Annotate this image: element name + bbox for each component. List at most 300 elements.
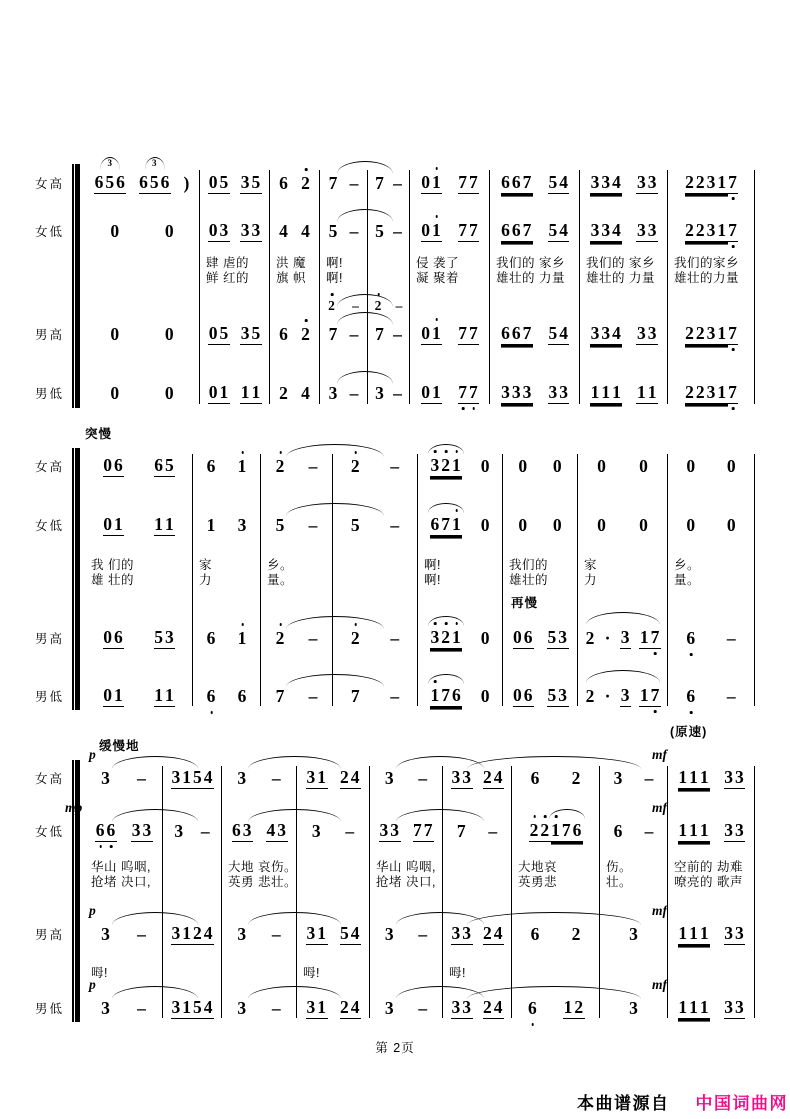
note-digit: 4 [203, 923, 214, 943]
lyric-cell [370, 858, 443, 904]
note-digit: – [349, 324, 360, 344]
note-digit: 1 [601, 382, 612, 402]
note-digit: 1 [678, 767, 689, 787]
note-digit: 7 [728, 323, 739, 343]
measure [512, 752, 600, 804]
note-token [379, 820, 401, 842]
notes-row-tenor [35, 298, 755, 366]
note-digit: 4 [301, 383, 311, 403]
note-digit: 0 [421, 382, 431, 402]
note-digit: 3 [636, 172, 647, 192]
measure [652, 800, 755, 858]
note-token [301, 324, 312, 344]
lyric-line: 家 [584, 558, 598, 572]
note-digit: 6 [501, 220, 511, 240]
note-token [208, 382, 230, 404]
octave-dot-high [354, 623, 357, 626]
voice-label-tenor: 男高 [35, 928, 65, 942]
note-digit: 2 [374, 298, 383, 313]
lyric-line: 华山 呜咽, [376, 860, 436, 874]
note-token [636, 220, 658, 242]
note-token [308, 456, 319, 476]
note-digit: – [393, 173, 403, 193]
note-digit: 7 [469, 323, 479, 343]
note-token [183, 173, 191, 193]
note-digit: 2 [350, 628, 361, 648]
note-token [548, 382, 570, 404]
note-digit: 0 [208, 172, 219, 192]
notes-row-bass [35, 668, 755, 724]
measure [333, 494, 418, 556]
note-digit: 0 [110, 324, 121, 344]
note-token [237, 998, 248, 1018]
note-token [390, 628, 401, 648]
note-token [418, 998, 429, 1018]
note-digit: 2 [301, 324, 312, 344]
note-token [458, 220, 480, 242]
note-token [306, 997, 328, 1019]
measure [85, 494, 193, 556]
note-digit: – [349, 173, 360, 193]
lyric-line: 抢堵 决口, [376, 875, 436, 889]
note-digit: 1 [114, 685, 124, 705]
note-token [726, 515, 737, 535]
note-token [350, 515, 361, 535]
note-digit: 1 [717, 382, 728, 402]
note-digit: 2 [441, 455, 452, 475]
note-digit: 5 [219, 323, 230, 343]
note-digit: 6 [95, 820, 106, 840]
measure [270, 366, 320, 420]
note-token [139, 158, 171, 194]
note-digit: 0 [103, 455, 113, 475]
lyric-cell [222, 964, 297, 986]
note-token [206, 515, 217, 535]
note-digit: 3 [101, 998, 111, 1018]
note-digit: 3 [590, 323, 601, 343]
note-token [308, 628, 319, 648]
note-token [340, 767, 362, 789]
note-token [604, 628, 612, 648]
note-digit: 1 [639, 627, 650, 647]
lyrics-row [85, 254, 755, 302]
note-digit: 7 [650, 685, 661, 705]
note-digit: 3 [451, 997, 462, 1017]
note-digit: 6 [686, 686, 697, 706]
note-digit: 6 [206, 628, 217, 648]
note-digit: 1 [452, 514, 463, 534]
note-digit: 3 [101, 768, 111, 788]
dynamic-mark: p [89, 747, 96, 762]
note-token [103, 455, 125, 477]
note-token [137, 998, 148, 1018]
note-digit: – [393, 221, 403, 241]
note-token [458, 172, 480, 194]
note-digit: 3 [734, 820, 745, 840]
note-token [480, 515, 491, 535]
note-digit: 5 [375, 221, 385, 241]
note-digit: – [137, 924, 147, 944]
octave-dot-high [445, 622, 448, 625]
note-digit: 1 [699, 923, 710, 943]
note-digit: 4 [559, 323, 569, 343]
note-digit: 6 [206, 686, 217, 706]
octave-dot-low [732, 348, 735, 351]
note-token [266, 820, 288, 842]
note-digit: 0 [208, 323, 219, 343]
note-digit: 2 [571, 924, 582, 944]
lyric-cell [163, 964, 222, 986]
measure [320, 158, 368, 208]
note-token [154, 685, 176, 707]
note-digit: 6 [279, 324, 289, 344]
octave-dot-high [445, 450, 448, 453]
note-digit: – [418, 998, 429, 1018]
measure [222, 752, 297, 804]
note-token [548, 172, 570, 194]
note-digit: 3 [706, 172, 717, 192]
note-token [301, 221, 312, 241]
note-token [131, 820, 153, 842]
measure [368, 158, 410, 208]
note-token [101, 998, 112, 1018]
note-digit: – [308, 456, 319, 476]
dynamic-mark: mp [65, 800, 83, 815]
note-token [547, 685, 569, 707]
note-token [206, 686, 217, 706]
lyric-line: 壮。 [606, 875, 633, 889]
note-token [352, 298, 361, 313]
note-digit: 3 [522, 382, 533, 402]
note-token [724, 820, 746, 842]
measure [490, 158, 580, 208]
note-digit: 3 [219, 220, 230, 240]
note-digit: 2 [193, 923, 203, 943]
note-token [678, 997, 710, 1019]
note-digit: – [390, 686, 401, 706]
note-digit: 3 [601, 172, 612, 192]
note-digit: 1 [206, 515, 217, 535]
measure [580, 208, 668, 254]
note-digit: 7 [458, 220, 468, 240]
lyric-cell [270, 254, 320, 302]
note-digit: 5 [219, 172, 230, 192]
note-token [613, 821, 624, 841]
note-token [237, 686, 248, 706]
note-token [552, 515, 563, 535]
note-digit: 3 [548, 382, 559, 402]
note-digit: 7 [441, 514, 451, 534]
note-token [375, 324, 386, 344]
note-token [501, 220, 533, 242]
note-digit: – [349, 383, 360, 403]
lyric-cell [193, 556, 261, 608]
note-digit: 5 [251, 172, 262, 192]
note-token [483, 767, 505, 789]
note-digit: 1 [219, 382, 230, 402]
note-digit: 2 [685, 220, 695, 240]
note-digit: 7 [728, 382, 739, 402]
octave-dot-low [210, 711, 213, 714]
measure [163, 904, 222, 964]
lyric-cell [333, 556, 418, 608]
dynamic-mark: mf [652, 903, 667, 918]
note-token [686, 515, 697, 535]
note-digit: – [395, 298, 404, 313]
system-brace-thin [72, 164, 74, 408]
note-digit: 0 [480, 456, 491, 476]
note-digit: 3 [724, 923, 734, 943]
note-digit: – [726, 628, 737, 648]
note-digit: 0 [110, 383, 121, 403]
note-digit: 6 [114, 455, 124, 475]
measure [368, 208, 410, 254]
note-digit: 1 [647, 382, 658, 402]
measure [85, 427, 193, 494]
note-digit: 4 [493, 767, 504, 787]
note-token [171, 767, 193, 789]
note-token [644, 821, 655, 841]
note-token [501, 172, 533, 194]
note-digit: 1 [452, 455, 463, 475]
lyric-line: 雄壮的 力量 [586, 271, 655, 285]
lyric-line: 呣! [91, 966, 108, 980]
note-digit: 3 [237, 998, 248, 1018]
measure [163, 986, 222, 1030]
credit-line [577, 1089, 788, 1114]
note-digit: – [137, 768, 147, 788]
note-digit: 3 [311, 821, 322, 841]
note-digit: 1 [240, 382, 251, 402]
octave-dot-high [305, 168, 308, 171]
note-digit: 4 [559, 172, 569, 192]
note-token [686, 628, 697, 648]
note-digit: 2 [695, 323, 706, 343]
note-token [430, 455, 462, 477]
measure [580, 302, 668, 366]
note-token [390, 515, 401, 535]
measure [443, 752, 512, 804]
lyric-cell [320, 254, 368, 302]
lyric-line: 呣! [449, 966, 466, 980]
measure [200, 366, 270, 420]
note-digit: 7 [728, 220, 739, 240]
note-token [301, 173, 312, 193]
note-token [279, 173, 290, 193]
system-3 [35, 725, 755, 1030]
voice-label-soprano: 女高 [35, 460, 65, 474]
voice-label-alto: 女低 [35, 225, 65, 239]
lyric-cell [222, 858, 297, 904]
lyric-cell [490, 254, 580, 302]
note-digit: 6 [430, 514, 441, 534]
note-digit: 0 [480, 628, 491, 648]
note-digit: 2 [540, 820, 551, 840]
note-digit: 0 [164, 221, 175, 241]
octave-dot-high [305, 319, 308, 322]
measure [193, 668, 261, 724]
note-digit: 0 [686, 456, 697, 476]
note-token [279, 324, 290, 344]
note-digit: 1 [590, 382, 601, 402]
lyric-line: 量。 [674, 573, 701, 587]
note-token [620, 685, 631, 707]
note-token [639, 515, 650, 535]
measure [368, 366, 410, 420]
note-digit: 5 [154, 627, 164, 647]
dynamic-mark: mf [652, 747, 667, 762]
lyric-cell [443, 964, 512, 986]
measure [85, 608, 193, 668]
note-digit: 7 [328, 173, 339, 193]
lyric-line: 乡。 [267, 558, 294, 572]
note-digit: 2 [441, 627, 452, 647]
note-digit: 6 [452, 685, 462, 705]
measure [668, 158, 755, 208]
note-digit: 3 [237, 924, 248, 944]
note-digit: – [644, 821, 655, 841]
tempo-mark: (原速) [670, 725, 708, 739]
note-token [421, 323, 443, 345]
note-token [724, 923, 746, 945]
measure [580, 158, 668, 208]
note-token [501, 323, 533, 345]
measure [668, 366, 755, 420]
octave-dot-high [434, 450, 437, 453]
note-digit: 3 [101, 924, 111, 944]
dynamic-mark: mf [652, 800, 667, 815]
note-digit: 5 [193, 997, 203, 1017]
note-digit: 3 [629, 924, 639, 944]
note-digit: 0 [208, 382, 219, 402]
note-token [110, 383, 121, 403]
note-token [430, 514, 462, 536]
note-digit: – [644, 768, 655, 788]
note-digit: 7 [441, 685, 451, 705]
note-token [154, 627, 176, 649]
note-token [597, 456, 608, 476]
lyric-cell [668, 964, 755, 986]
note-digit: 4 [203, 767, 214, 787]
note-digit: 4 [493, 923, 504, 943]
note-token [279, 221, 290, 241]
note-digit: – [349, 221, 360, 241]
note-digit: – [137, 998, 147, 1018]
note-digit: 3 [601, 323, 612, 343]
note-digit: 7 [275, 686, 286, 706]
note-token [193, 923, 215, 945]
lyric-cell [668, 858, 755, 904]
note-digit: 6 [232, 820, 242, 840]
note-digit: 7 [456, 821, 467, 841]
note-token [171, 997, 193, 1019]
note-digit: 1 [699, 820, 710, 840]
note-digit: 3 [590, 172, 601, 192]
note-digit: 5 [548, 172, 559, 192]
measure [578, 438, 668, 494]
octave-dot-low [654, 710, 657, 713]
note-token [678, 820, 710, 842]
note-token [644, 768, 655, 788]
note-token [527, 998, 538, 1018]
lyric-line: 啊! [424, 558, 441, 572]
voice-label-bass: 男低 [35, 690, 65, 704]
note-token [350, 456, 361, 476]
note-digit: – [308, 628, 319, 648]
note-digit: 2 [695, 220, 706, 240]
note-digit: 5 [193, 767, 203, 787]
measure [578, 494, 668, 556]
note-digit: 1 [678, 923, 689, 943]
note-digit: 5 [275, 515, 286, 535]
note-digit: · [604, 628, 612, 648]
measure [85, 739, 163, 804]
note-token [629, 924, 640, 944]
note-token [164, 221, 175, 241]
lyric-cell [410, 254, 490, 302]
tempo-mark: 再慢 [511, 596, 539, 610]
lyric-cell [85, 858, 163, 904]
note-digit: 6 [114, 627, 124, 647]
measure [222, 904, 297, 964]
note-digit: 3 [734, 767, 745, 787]
lyric-line: 我们的 [509, 558, 549, 572]
note-token [95, 820, 117, 842]
note-token [480, 456, 491, 476]
note-digit: 3 [240, 172, 251, 192]
note-token [393, 383, 404, 403]
measure [410, 302, 490, 366]
note-token [590, 220, 622, 242]
measure [200, 208, 270, 254]
note-digit: 5 [340, 923, 350, 943]
lyric-cell [297, 858, 370, 904]
note-digit: 4 [559, 220, 569, 240]
note-digit: 1 [432, 172, 443, 192]
note-token [101, 768, 112, 788]
voice-label-alto: 女低 [35, 519, 65, 533]
note-token [390, 456, 401, 476]
note-token [374, 298, 383, 313]
note-digit: 0 [686, 515, 697, 535]
note-token [349, 173, 360, 193]
lyric-line: 凝 聚着 [416, 271, 459, 285]
note-token [208, 220, 230, 242]
note-digit: 3 [242, 820, 253, 840]
note-digit: 1 [430, 685, 441, 705]
note-token [518, 456, 529, 476]
note-digit: 1 [689, 997, 699, 1017]
measure [668, 208, 755, 254]
lyric-line: 啊! [326, 271, 343, 285]
note-digit: 3 [277, 820, 287, 840]
note-digit: 6 [94, 172, 105, 192]
note-digit: · [604, 686, 612, 706]
note-digit: 3 [501, 382, 511, 402]
note-digit: 2 [340, 997, 350, 1017]
note-digit: 3 [629, 998, 639, 1018]
voice-label-tenor: 男高 [35, 632, 65, 646]
note-token [94, 158, 126, 194]
octave-dot-high [241, 451, 244, 454]
lyric-line: 啊! [424, 573, 441, 587]
note-digit: 3 [174, 821, 185, 841]
note-digit: 2 [275, 628, 286, 648]
note-digit: 1 [114, 514, 124, 534]
note-digit: 2 [279, 383, 289, 403]
measure [490, 366, 580, 420]
note-digit: – [393, 383, 403, 403]
